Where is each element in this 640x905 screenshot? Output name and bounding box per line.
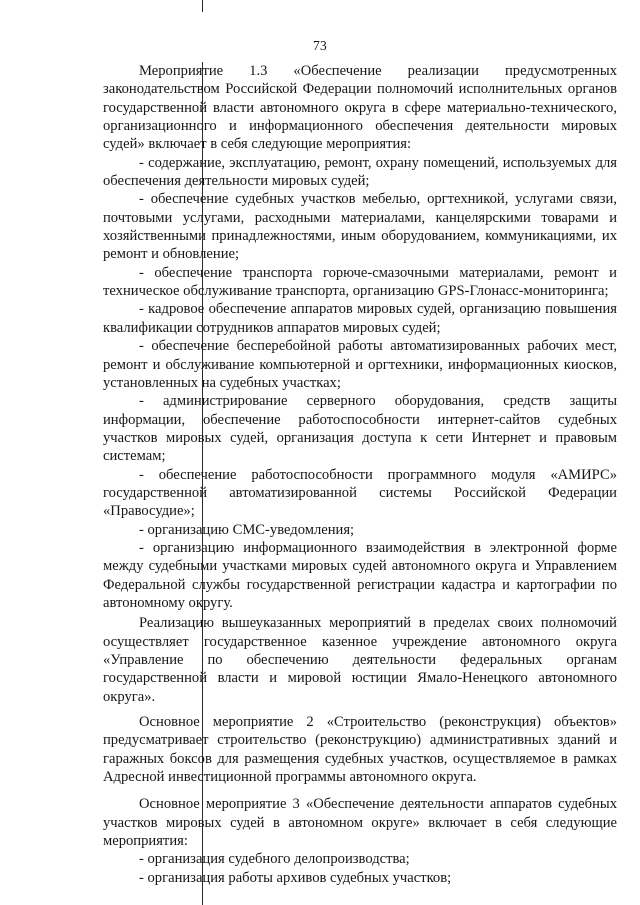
list-item-records: - организация судебного делопроизводства; xyxy=(139,851,410,868)
page-number: 73 xyxy=(312,38,328,53)
paragraph-main-measure-2: Основное мероприятие 2 «Строительство (реконструкция) объектов» предусматривает строительство (реконструкцию) административных зданий и гаражных боксов для размещения судебных участков, осуществляемое в рамках Адресной инвестиционной программы автономного округа. xyxy=(103,714,617,786)
list-item-amirs: - обеспечение работоспособности программного модуля «АМИРС» государственной автоматизированной системы Российской Федерации «Правосудие»; xyxy=(103,466,617,520)
list-item-archives: - организация работы архивов судебных участков; xyxy=(139,869,452,886)
list-item-transport: - обеспечение транспорта горюче-смазочными материалами, ремонт и техническое обслуживание транспорта, организацию GPS-Глонасс-мониторинга; xyxy=(103,264,617,300)
paragraph-implementation: Реализацию вышеуказанных мероприятий в пределах своих полномочий осуществляет государственное казенное учреждение автономного округа «Управление по обеспечению деятельности федеральных органам государственной власти и мировой юстиции Ямало-Ненецкого автономного округа». xyxy=(103,615,617,705)
list-item-sms: - организацию СМС-уведомления; xyxy=(139,521,355,538)
list-item-interaction: - организацию информационного взаимодействия в электронной форме между судебными участками мировых судей автономного округа и Управлением Федеральной службы государственной регистрации кадастра и картографии по автономному округу. xyxy=(103,539,617,611)
scan-fold-line-top xyxy=(202,0,203,12)
list-item-equipment: - обеспечение судебных участков мебелью, оргтехникой, услугами связи, почтовыми услугами, расходными материалами, канцелярскими товарами и хозяйственными принадлежностями, иным оборудованием, коммуникациями, их ремонт и обновление; xyxy=(103,191,617,263)
list-item-premises: - содержание, эксплуатацию, ремонт, охрану помещений, используемых для обеспечения деятельности мировых судей; xyxy=(103,154,617,190)
paragraph-measure-1-3: Мероприятие 1.3 «Обеспечение реализации предусмотренных законодательством Российской Федерации полномочий исполнительных органов государственной власти автономного округа в сфере материально-технического, организационного и информационного обеспечения деятельности мировых судей» включает в себя следующие мероприятия: xyxy=(103,63,617,153)
list-item-servers: - администрирование серверного оборудования, средств защиты информации, обеспечение работоспособности интернет-сайтов судебных участков мировых судей, организация доступа к сети Интернет и правовым системам; xyxy=(103,393,617,465)
document-body xyxy=(103,62,617,887)
list-item-staff: - кадровое обеспечение аппаратов мировых судей, организацию повышения квалификации сотрудников аппаратов мировых судей; xyxy=(103,301,617,336)
list-item-workstations: - обеспечение бесперебойной работы автоматизированных рабочих мест, ремонт и обслуживание компьютерной и оргтехники, информационных киосков, установленных на судебных участках; xyxy=(103,338,617,391)
paragraph-main-measure-3: Основное мероприятие 3 «Обеспечение деятельности аппаратов судебных участков мировых судей в автономном округе» включает в себя следующие мероприятия: xyxy=(103,796,617,850)
